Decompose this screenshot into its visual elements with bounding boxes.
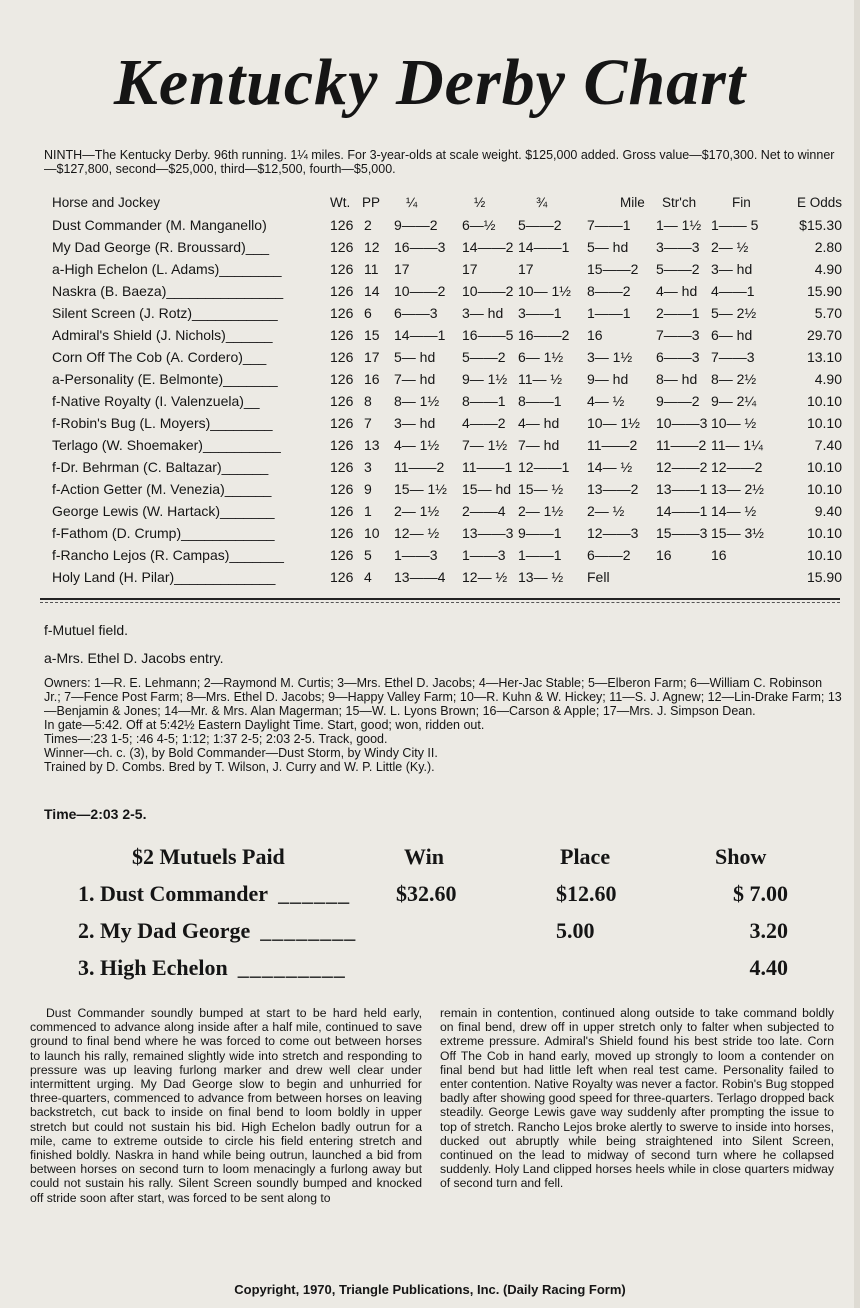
cell-q3: 4— hd [518,415,560,431]
cell-wt: 126 [330,415,354,431]
cell-q2: 14——2 [462,239,514,255]
cell-horse: a-Personality (E. Belmonte)_______ [52,371,278,387]
cell-q1: 12— ½ [394,525,440,541]
cell-wt: 126 [330,349,354,365]
owners: Owners: 1—R. E. Lehmann; 2—Raymond M. Curtis; 3—Mrs. Ethel D. Jacobs; 4—Her-Jac Stable; 5—Elberon Farm; 6—William C. Robinson Jr.; 7—Fence Post Farm; 8—Mrs. Ethel D. Jacobs; 9—Happy Valley Farm; 10—R. Kuhn & W. Hickey; 11—S. J. Agnew; 12—Lin-Drake Farm; 13—Benjamin & Jones; 14—Mr. & Mrs. Alan Magerman; 15—W. L. Lyons Brown; 16—Carson & Apple; 17—Mrs. J. Simpson Dean. [44,676,842,718]
mutuels-leader: _________ [237,955,346,980]
cell-q1: 3— hd [394,415,436,431]
mutuels-horse-name: 3. High Echelon [78,955,228,980]
table-header [44,192,844,214]
cell-fin: 8— 2½ [711,371,757,387]
cell-fin: 9— 2¼ [711,393,757,409]
cell-q1: 2— 1½ [394,503,440,519]
cell-wt: 126 [330,217,354,233]
table-row [44,412,844,434]
cell-q1: 10——2 [394,283,446,299]
cell-mile: 14— ½ [587,459,633,475]
table-row [44,456,844,478]
cell-horse: f-Fathom (D. Crump)____________ [52,525,275,541]
cell-wt: 126 [330,327,354,343]
cell-mile: 13——2 [587,481,639,497]
cell-mile: 11——2 [587,437,638,453]
table-row [44,258,844,280]
cell-horse: Admiral's Shield (J. Nichols)______ [52,327,273,343]
mutuels-leader: ________ [260,918,357,943]
cell-str: 10——3 [656,415,708,431]
cell-q3: 9——1 [518,525,562,541]
cell-odds: 10.10 [806,525,842,541]
cell-odds: 29.70 [806,327,842,343]
cell-str: 1— 1½ [656,217,702,233]
cell-wt: 126 [330,283,354,299]
race-intro: NINTH—The Kentucky Derby. 96th running. 1¼ miles. For 3-year-olds at scale weight. $125,000 added. Gross value—$170,300. Net to winner—$127,800, second—$25,000, third—$12,500, fourth—$5,000. [44,148,835,176]
cell-mile: 1——1 [587,305,631,321]
cell-pp: 3 [364,459,372,475]
cell-mile: 10— 1½ [587,415,640,431]
cell-odds: 7.40 [814,437,842,453]
cell-mile: 12——3 [587,525,639,541]
cell-horse: f-Robin's Bug (L. Moyers)________ [52,415,273,431]
cell-pp: 16 [364,371,380,387]
cell-q3: 13— ½ [518,569,564,585]
cell-wt: 126 [330,371,354,387]
cell-horse: Holy Land (H. Pilar)_____________ [52,569,276,585]
table-row [44,522,844,544]
cell-pp: 10 [364,525,380,541]
results-table [44,192,844,588]
table-row [44,368,844,390]
mutuels-horse [78,912,356,949]
cell-fin: 14— ½ [711,503,757,519]
cell-str: 14——1 [656,503,708,519]
cell-str: 16 [656,547,672,563]
mutuels-horse [78,949,346,986]
cell-fin: 13— 2½ [711,481,764,497]
cell-q2: 10——2 [462,283,514,299]
mutuels-show-header: Show [715,844,767,869]
table-row [44,280,844,302]
cell-wt: 126 [330,547,354,563]
cell-q1: 5— hd [394,349,436,365]
cell-q3: 3——1 [518,305,562,321]
cell-mile: 3— 1½ [587,349,633,365]
cell-odds: 10.10 [806,393,842,409]
cell-odds: 13.10 [806,349,842,365]
cell-q3: 2— 1½ [518,503,564,519]
mutuels-place: 5.00 [556,918,595,943]
col-wt: Wt. [330,195,351,210]
cell-q3: 15— ½ [518,481,564,497]
cell-wt: 126 [330,525,354,541]
race-details [44,676,842,774]
cell-q2: 9— 1½ [462,371,508,387]
mutuels-place-header: Place [560,844,611,869]
cell-mile: 6——2 [587,547,631,563]
col-mile: Mile [620,195,645,210]
cell-wt: 126 [330,459,354,475]
cell-horse: Corn Off The Cob (A. Cordero)___ [52,349,267,365]
winner-info: Winner—ch. c. (3), by Bold Commander—Dust Storm, by Windy City II. [44,746,438,760]
cell-odds: 15.90 [806,283,842,299]
cell-str: 6——3 [656,349,700,365]
cell-q2: 8——1 [462,393,506,409]
cell-q2: 11——1 [462,459,513,475]
table-row [44,302,844,324]
cell-odds: 2.80 [814,239,842,255]
cell-q2: 16——5 [462,327,514,343]
cell-pp: 12 [364,239,380,255]
col-finish: Fin [732,195,751,210]
page-edge [854,0,860,1308]
cell-q2: 5——2 [462,349,506,365]
table-row [44,434,844,456]
race-comment-right: remain in contention, continued along outside to take command boldly on final bend, drew off in upper stretch only to falter when subjected to extreme pressure. Admiral's Shield found his best stride too late. Corn Off The Cob in hand early, moved up strongly to loom a contender on final bend but had little left when real test came. Personality failed to enter contention. Native Royalty was never a factor. Robin's Bug stopped badly after showing good speed for three-quarters. Terlago dropped back steadily. George Lewis gave way suddenly after prompting the issue to top of stretch. Rancho Lejos broke alertly to swerve to inside into horses, ducked out abruptly while being straightened into Silent Screen, continued on the lead to midway of second turn where he collapsed suddenly. Holy Land clipped horses heels while in close quarters midway of second turn and fell. [440,1006,834,1191]
cell-mile: 7——1 [587,217,631,233]
col-three-quarters: ¾ [536,195,548,210]
cell-q2: 1——3 [462,547,506,563]
cell-mile: 9— hd [587,371,629,387]
cell-wt: 126 [330,305,354,321]
cell-odds: 4.90 [814,371,842,387]
mutuels-show: $ 7.00 [733,881,788,906]
cell-q3: 1——1 [518,547,562,563]
table-row [44,236,844,258]
times: Times—:23 1-5; :46 4-5; 1:12; 1:37 2-5; 2:03 2-5. Track, good. [44,732,388,746]
cell-mile: 2— ½ [587,503,625,519]
table-row [44,544,844,566]
cell-odds: 5.70 [814,305,842,321]
cell-pp: 13 [364,437,380,453]
cell-fin: 2— ½ [711,239,749,255]
cell-wt: 126 [330,437,354,453]
col-pp: PP [362,195,381,210]
cell-fin: 10— ½ [711,415,757,431]
cell-q3: 10— 1½ [518,283,571,299]
cell-q3: 8——1 [518,393,562,409]
cell-q2: 17 [462,261,478,277]
cell-str: 13——1 [656,481,708,497]
final-time: Time—2:03 2-5. [44,806,147,822]
cell-fin: 15— 3½ [711,525,764,541]
cell-pp: 7 [364,415,372,431]
cell-q3: 14——1 [518,239,570,255]
cell-str: 4— hd [656,283,698,299]
cell-q3: 5——2 [518,217,562,233]
cell-q2: 3— hd [462,305,504,321]
mutuels-win-header: Win [404,844,444,869]
cell-fin: 6— hd [711,327,753,343]
cell-fin: 7——3 [711,349,755,365]
cell-fin: 12——2 [711,459,763,475]
cell-horse: Silent Screen (J. Rotz)___________ [52,305,278,321]
cell-mile: 4— ½ [587,393,625,409]
cell-mile: Fell [587,569,610,585]
mutuels-horse-name: 1. Dust Commander [78,881,269,906]
cell-pp: 5 [364,547,372,563]
cell-pp: 8 [364,393,372,409]
cell-q3: 16——2 [518,327,570,343]
cell-str: 5——2 [656,261,700,277]
cell-q2: 13——3 [462,525,514,541]
mutuels-show: 4.40 [749,955,788,980]
gate-info: In gate—5:42. Off at 5:42½ Eastern Daylight Time. Start, good; won, ridden out. [44,718,485,732]
cell-horse: My Dad George (R. Broussard)___ [52,239,270,255]
col-odds: E Odds [796,195,842,210]
cell-pp: 6 [364,305,372,321]
table-row [44,214,844,236]
mutuels-table [0,838,860,986]
cell-horse: a-High Echelon (L. Adams)________ [52,261,282,277]
mutuels-row [0,875,860,912]
cell-q2: 2——4 [462,503,506,519]
cell-q1: 13——4 [394,569,446,585]
col-horse: Horse and Jockey [52,195,161,210]
cell-str: 12——2 [656,459,708,475]
cell-pp: 17 [364,349,380,365]
cell-q2: 4——2 [462,415,506,431]
cell-mile: 16 [587,327,603,343]
table-row [44,478,844,500]
cell-q1: 7— hd [394,371,436,387]
cell-q1: 17 [394,261,410,277]
entry-note: a-Mrs. Ethel D. Jacobs entry. [44,650,224,666]
mutuels-show: 3.20 [749,918,788,943]
cell-q3: 17 [518,261,534,277]
col-quarter: ¼ [406,195,418,210]
table-row [44,346,844,368]
cell-q2: 6—½ [462,217,496,233]
cell-wt: 126 [330,503,354,519]
cell-q2: 12— ½ [462,569,508,585]
cell-q1: 11——2 [394,459,445,475]
cell-fin: 1—— 5 [711,217,759,233]
cell-wt: 126 [330,393,354,409]
cell-q1: 14——1 [394,327,446,343]
cell-odds: 15.90 [806,569,842,585]
col-stretch: Str'ch [662,195,697,210]
mutuels-header [0,838,860,875]
cell-mile: 15——2 [587,261,639,277]
mutuels-leader: ______ [278,881,351,906]
cell-odds: 10.10 [806,547,842,563]
cell-odds: 10.10 [806,415,842,431]
cell-wt: 126 [330,261,354,277]
mutuels-win: $32.60 [396,881,457,906]
page-title: Kentucky Derby Chart [113,46,747,119]
cell-odds: $15.30 [799,217,842,233]
table-row [44,324,844,346]
cell-mile: 5— hd [587,239,629,255]
cell-fin: 5— 2½ [711,305,757,321]
mutuels-title: $2 Mutuels Paid [132,844,285,869]
cell-horse: f-Dr. Behrman (C. Baltazar)______ [52,459,269,475]
cell-pp: 11 [364,261,379,277]
cell-pp: 14 [364,283,380,299]
mutuels-horse [78,875,350,912]
cell-q3: 12——1 [518,459,570,475]
cell-horse: Naskra (B. Baeza)_______________ [52,283,284,299]
cell-str: 11——2 [656,437,707,453]
cell-q2: 7— 1½ [462,437,508,453]
cell-horse: Dust Commander (M. Manganello) [52,217,267,233]
section-divider-dashed [40,602,840,603]
col-half: ½ [474,195,486,210]
cell-q3: 11— ½ [518,371,563,387]
cell-q3: 6— 1½ [518,349,564,365]
cell-odds: 4.90 [814,261,842,277]
mutuel-field-note: f-Mutuel field. [44,622,129,638]
cell-q1: 6——3 [394,305,438,321]
cell-mile: 8——2 [587,283,631,299]
cell-q1: 9——2 [394,217,438,233]
cell-str: 8— hd [656,371,698,387]
cell-wt: 126 [330,569,354,585]
table-row [44,566,844,588]
cell-pp: 4 [364,569,372,585]
mutuels-row [0,912,860,949]
mutuels-horse-name: 2. My Dad George [78,918,251,943]
cell-fin: 16 [711,547,727,563]
cell-pp: 1 [364,503,372,519]
cell-horse: f-Action Getter (M. Venezia)______ [52,481,272,497]
cell-str: 9——2 [656,393,700,409]
cell-odds: 10.10 [806,481,842,497]
cell-fin: 3— hd [711,261,753,277]
cell-str: 3——3 [656,239,700,255]
cell-str: 2——1 [656,305,700,321]
cell-q1: 15— 1½ [394,481,447,497]
cell-horse: f-Rancho Lejos (R. Campas)_______ [52,547,284,563]
cell-odds: 10.10 [806,459,842,475]
cell-pp: 15 [364,327,380,343]
cell-pp: 9 [364,481,372,497]
cell-str: 7——3 [656,327,700,343]
cell-wt: 126 [330,481,354,497]
cell-odds: 9.40 [814,503,842,519]
cell-q1: 4— 1½ [394,437,440,453]
cell-q1: 8— 1½ [394,393,440,409]
trainer-info: Trained by D. Combs. Bred by T. Wilson, J. Curry and W. P. Little (Ky.). [44,760,435,774]
cell-horse: f-Native Royalty (I. Valenzuela)__ [52,393,260,409]
cell-q1: 16——3 [394,239,446,255]
table-row [44,500,844,522]
cell-str: 15——3 [656,525,708,541]
cell-q3: 7— hd [518,437,560,453]
cell-fin: 4——1 [711,283,755,299]
copyright: Copyright, 1970, Triangle Publications, Inc. (Daily Racing Form) [234,1282,626,1297]
mutuels-row [0,949,860,986]
race-comment-left: Dust Commander soundly bumped at start to be hard held early, commenced to advance along inside after a half mile, continued to save ground to final bend where he was forced to come out between horses to launch his rally, remained slightly wide into stretch and responding to pressure was up leaving furlong marker and drew well clear under intermittent urging. My Dad George slow to begin and unhurried for three-quarters, commenced to advance from between horses on leaving backstretch, cut back to inside on final bend to loom boldly in upper stretch but could not sustain his bid. High Echelon badly outrun for a mile, came to extreme outside to circle his field entering stretch and finished boldly. Naskra in hand while being outrun, launched a bid from between horses on second turn to loom menacingly a furlong away but could not sustain his rally. Silent Screen soundly bumped and knocked off stride soon after start, was forced to be sent along to [30,1006,422,1205]
cell-horse: George Lewis (W. Hartack)_______ [52,503,275,519]
cell-fin: 11— 1¼ [711,437,763,453]
table-row [44,390,844,412]
cell-q1: 1——3 [394,547,438,563]
cell-q2: 15— hd [462,481,512,497]
cell-wt: 126 [330,239,354,255]
mutuels-place: $12.60 [556,881,617,906]
cell-horse: Terlago (W. Shoemaker)__________ [52,437,281,453]
cell-pp: 2 [364,217,372,233]
